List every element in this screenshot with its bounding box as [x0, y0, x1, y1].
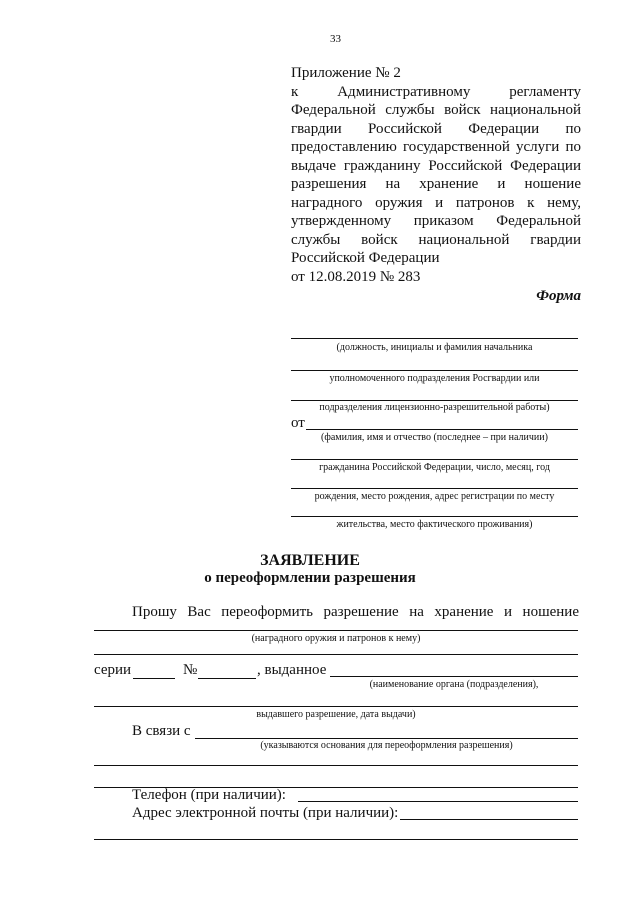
appendix-line: Федеральной службы войск национальной: [291, 102, 581, 118]
addressee-line-1[interactable]: [291, 338, 578, 339]
appendix-line: службы войск национальной гвардии: [291, 231, 581, 248]
reason-caption: (указываются основания для переоформления разрешения): [260, 740, 513, 751]
appendix-line: гвардии Российской Федерации по: [291, 120, 581, 137]
applicant-caption: (фамилия, имя и отчество (последнее – при наличии): [321, 432, 548, 443]
appendix-line: выдаче гражданину Российской Федерации: [291, 157, 581, 174]
email-field[interactable]: [400, 819, 578, 820]
appendix-line: предоставлению государственной услуги по: [291, 139, 581, 155]
appendix-line: от 12.08.2019 № 283: [291, 268, 421, 285]
from-label: от: [291, 415, 305, 431]
appendix-header: [291, 64, 581, 286]
applicant-caption: гражданина Российской Федерации, число, месяц, год: [319, 462, 550, 473]
email-label: Адрес электронной почты (при наличии):: [132, 805, 399, 821]
addressee-caption: (должность, инициалы и фамилия начальника: [336, 342, 533, 353]
organ-caption: (наименование органа (подразделения),: [369, 679, 539, 690]
issuer-line[interactable]: [94, 706, 578, 707]
form-label: Форма: [536, 288, 581, 304]
weapon-line-2[interactable]: [94, 654, 578, 655]
email-line-2[interactable]: [94, 839, 578, 840]
appendix-line: утвержденному приказом Федеральной: [291, 213, 581, 229]
page-number: 33: [330, 33, 341, 45]
document-title: ЗАЯВЛЕНИЕ: [260, 552, 360, 569]
issuing-organ-field[interactable]: [330, 676, 578, 677]
document-subtitle: о переоформлении разрешения: [204, 570, 416, 586]
addressee-caption: подразделения лицензионно-разрешительной работы): [319, 402, 550, 413]
series-field[interactable]: [133, 678, 175, 679]
appendix-line: к Административному регламенту: [291, 83, 581, 100]
applicant-line-4[interactable]: [291, 516, 578, 517]
applicant-caption: жительства, место фактического проживания): [336, 519, 533, 530]
applicant-caption: рождения, место рождения, адрес регистрации по месту: [314, 491, 555, 502]
phone-field[interactable]: [298, 801, 578, 802]
number-field[interactable]: [198, 678, 256, 679]
weapon-line[interactable]: [94, 630, 578, 631]
appendix-line: наградного оружия и патронов к нему,: [291, 194, 581, 211]
addressee-line-3[interactable]: [291, 400, 578, 401]
applicant-line-2[interactable]: [291, 459, 578, 460]
issued-label: , выданное: [257, 662, 327, 678]
number-label: №: [183, 662, 198, 678]
applicant-line-3[interactable]: [291, 488, 578, 489]
series-label: серии: [94, 662, 132, 678]
appendix-line: разрешения на хранение и ношение: [291, 176, 581, 192]
request-text: Прошу Вас переоформить разрешение на хранение и ношение: [132, 604, 579, 620]
phone-label: Телефон (при наличии):: [132, 787, 286, 803]
appendix-line: Приложение № 2: [291, 65, 401, 81]
reason-line-2[interactable]: [94, 765, 578, 766]
addressee-caption: уполномоченного подразделения Росгвардии или: [329, 373, 540, 384]
reason-field[interactable]: [195, 738, 578, 739]
applicant-name-line[interactable]: [306, 429, 578, 430]
appendix-line: Российской Федерации: [291, 250, 440, 266]
weapon-caption: (наградного оружия и патронов к нему): [251, 633, 421, 644]
issuer-caption: выдавшего разрешение, дата выдачи): [256, 709, 416, 720]
addressee-line-2[interactable]: [291, 370, 578, 371]
reason-label: В связи с: [132, 723, 191, 739]
